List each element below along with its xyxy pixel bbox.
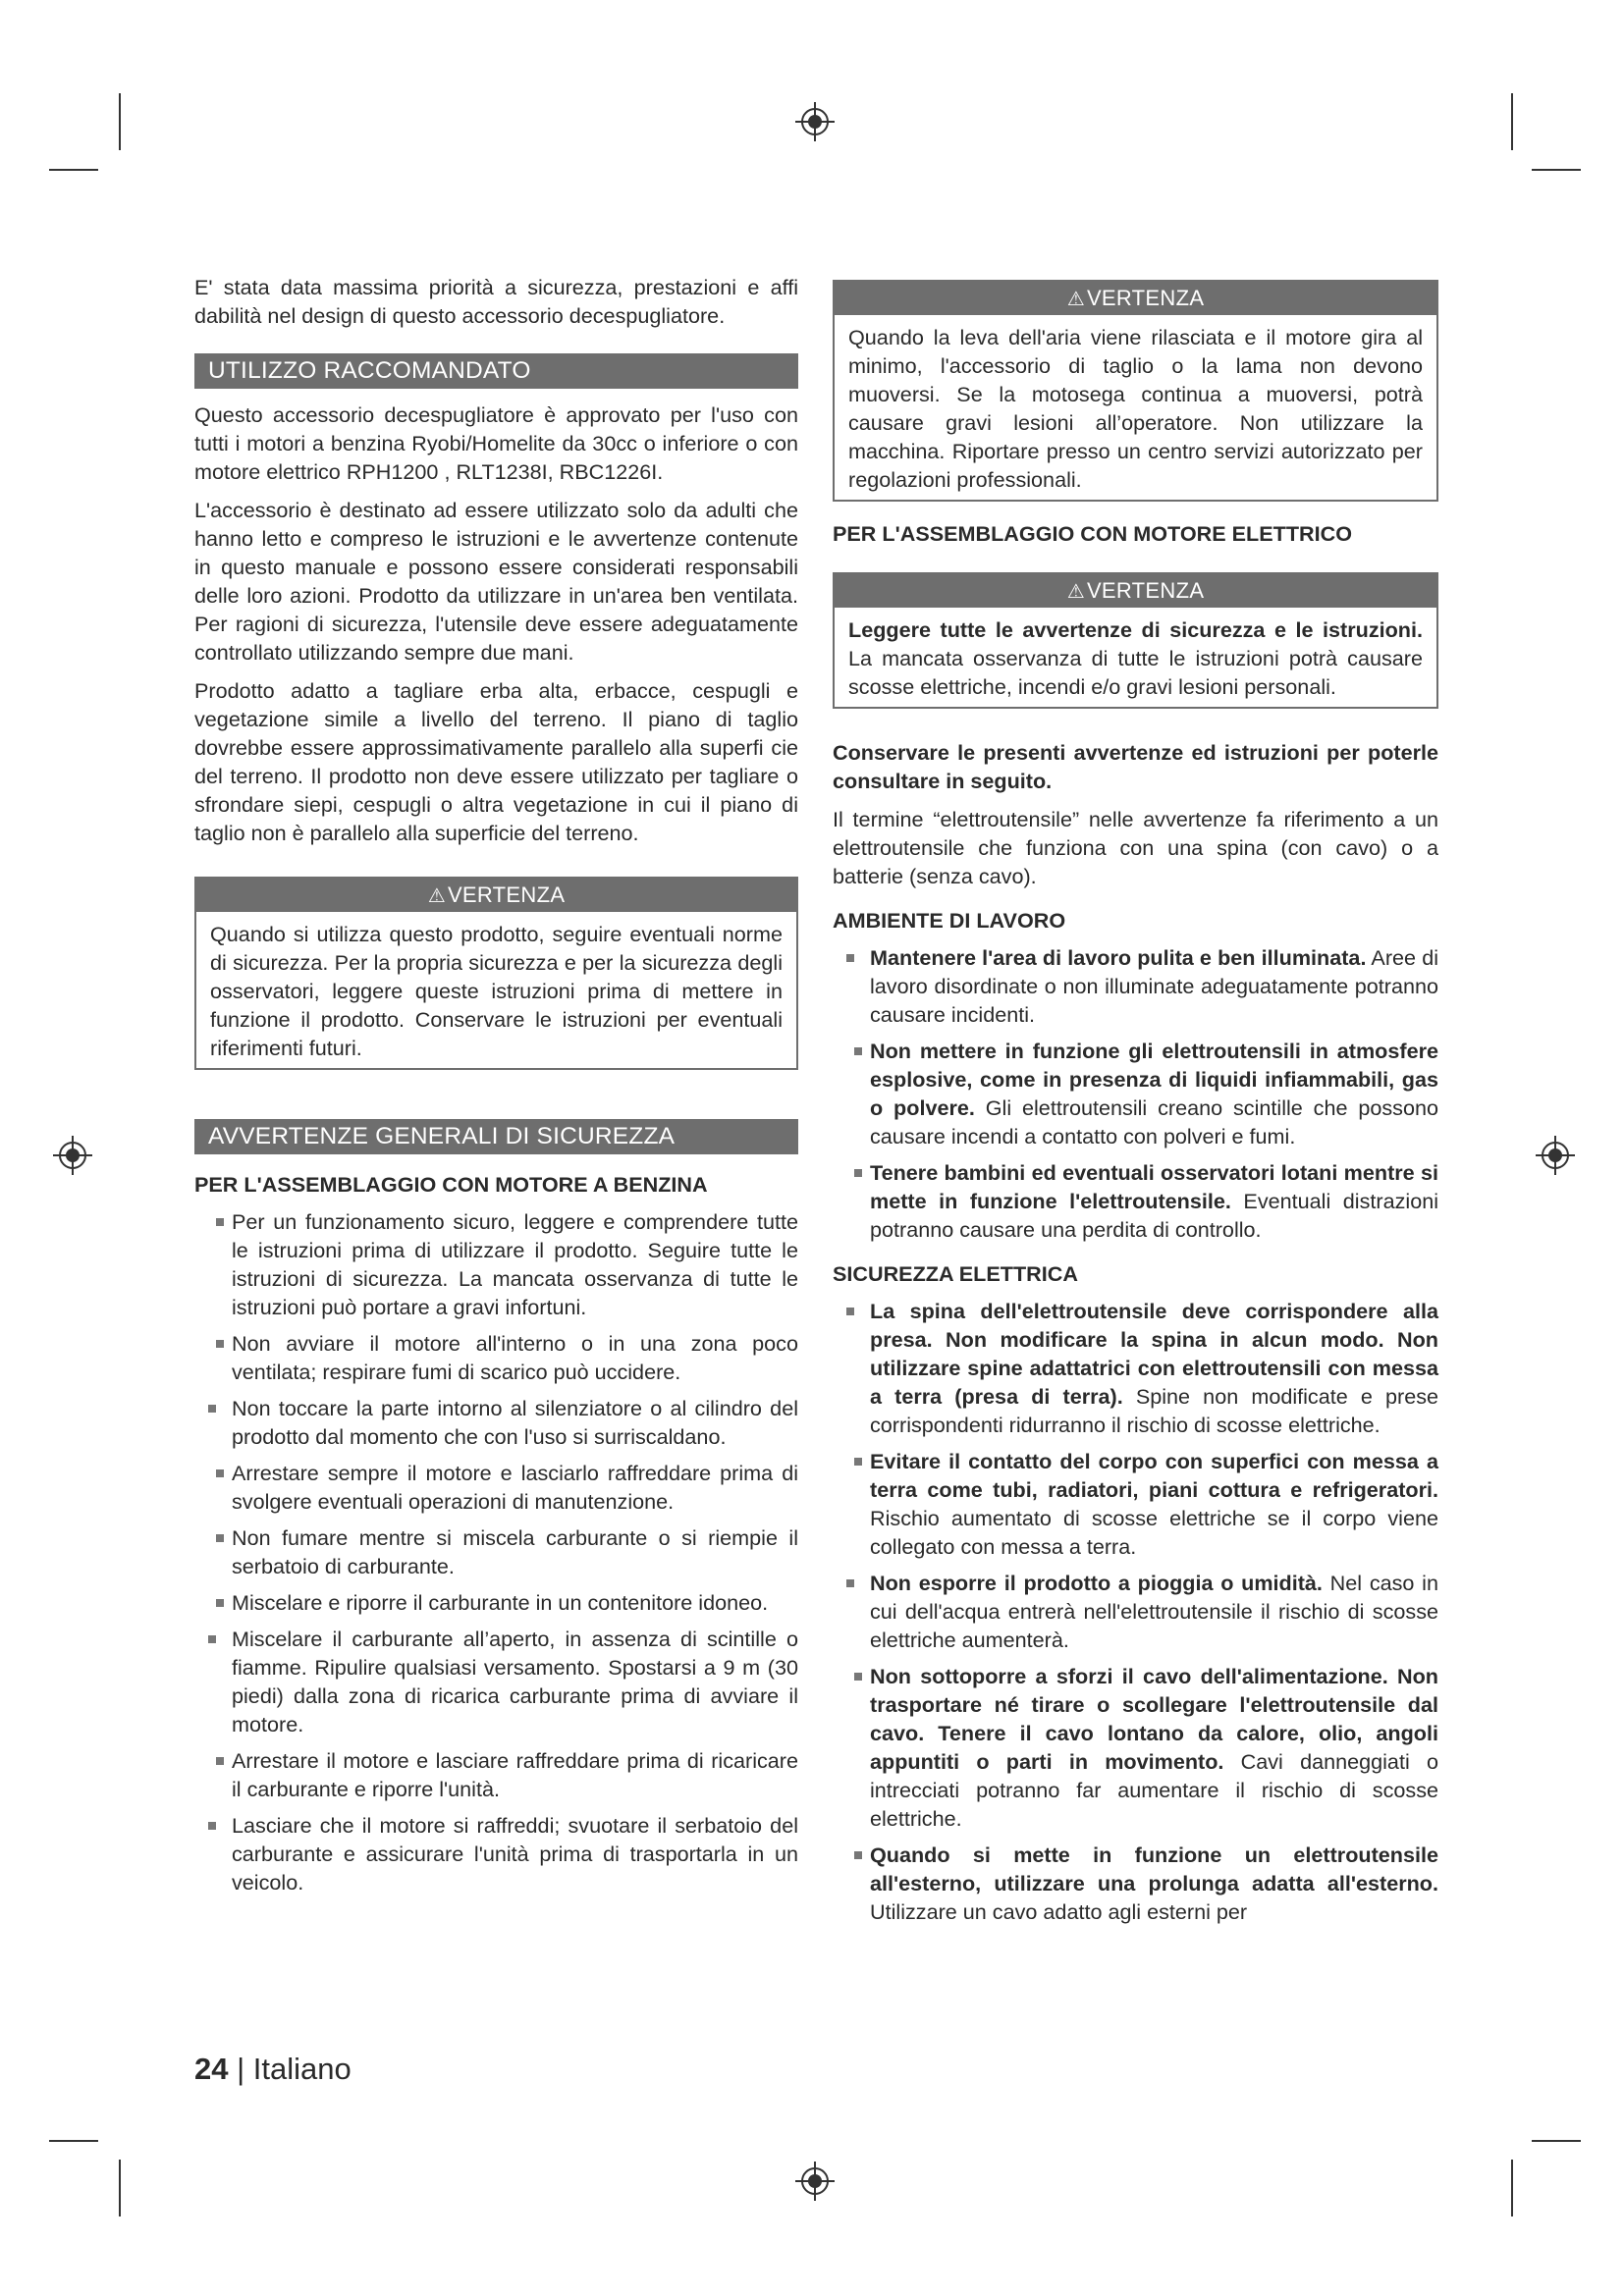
warning-text: Leggere tutte le avvertenze di sicurezza e le istruzioni. La mancata osservanza di tutte le istruzioni potrà causare scosse elettriche, incendi e/o gravi lesioni personali. bbox=[848, 617, 1423, 699]
crop-mark-tl-h bbox=[49, 169, 98, 171]
crop-mark-tl-v bbox=[119, 93, 121, 150]
recommended-paragraph-2: L'accessorio è destinato ad essere utilizzato solo da adulti che hanno letto e compreso le istruzioni e le avvertenze contenute in questo manuale e possono essere considerati responsabili delle loro azioni. Prodotto da utilizzare in un'area ben ventilata. Per ragioni di sicurezza, l'utensile deve essere adeguatamente controllato utilizzando sempre due mani. bbox=[194, 498, 798, 665]
right-column bbox=[833, 280, 1438, 1934]
list-item: La spina dell'elettroutensile deve corrispondere alla presa. Non modificare la spina in alcun modo. Non utilizzare spine adattatrici con elettroutensili con messa a terra (presa di terra). Spine non modificate e prese corrispondenti ridurranno il rischio di scosse elettriche. bbox=[833, 1297, 1438, 1439]
work-area-heading: AMBIENTE DI LAVORO bbox=[833, 908, 1066, 933]
list-item: Non fumare mentre si miscela carburante o si riempie il serbatoio di carburante. bbox=[194, 1523, 798, 1580]
bullet-icon bbox=[216, 1599, 224, 1607]
list-item: Miscelare il carburante all’aperto, in assenza di scintille o fiamme. Ripulire qualsiasi versamento. Spostarsi a 9 m (30 piedi) dalla zona di ricarica carburante prima di avviare il motore. bbox=[194, 1625, 798, 1738]
petrol-safety-list bbox=[194, 1207, 798, 1896]
registration-mark-icon bbox=[793, 100, 837, 143]
list-item: Quando si mette in funzione un elettroutensile all'esterno, utilizzare una prolunga adatta all'esterno. Utilizzare un cavo adatto agli esterni per bbox=[833, 1841, 1438, 1926]
crop-mark-bl-v bbox=[119, 2160, 121, 2216]
bullet-icon bbox=[216, 1534, 224, 1542]
warning-label: VERTENZA bbox=[1086, 286, 1205, 310]
electrical-safety-list bbox=[833, 1297, 1438, 1926]
bullet-icon bbox=[208, 1822, 216, 1830]
list-item: Miscelare e riporre il carburante in un contenitore idoneo. bbox=[194, 1588, 798, 1617]
warning-triangle-icon: ⚠ bbox=[1066, 289, 1085, 310]
section-title-recommended-use: UTILIZZO RACCOMANDATO bbox=[194, 353, 798, 389]
warning-label: VERTENZA bbox=[447, 882, 566, 907]
warning-header bbox=[835, 574, 1436, 608]
bullet-icon bbox=[208, 1405, 216, 1413]
recommended-paragraph-1: Questo accessorio decespugliatore è approvato per l'uso con tutti i motori a benzina Ryobi/Homelite da 30cc o inferiore o con motore elettrico RPH1200 , RLT1238I, RBC1226I. bbox=[194, 402, 798, 484]
bullet-icon bbox=[216, 1757, 224, 1765]
list-item: Evitare il contatto del corpo con superfici con messa a terra come tubi, radiatori, piani cottura e refrigeratori. Rischio aumentato di scosse elettriche se il corpo viene collegato con messa a terra. bbox=[833, 1447, 1438, 1561]
section-title-general-safety: AVVERTENZE GENERALI DI SICUREZZA bbox=[194, 1119, 798, 1154]
registration-mark-icon bbox=[793, 2160, 837, 2203]
warning-header bbox=[196, 879, 796, 912]
list-item: Tenere bambini ed eventuali osservatori lotani mentre si mette in funzione l'elettroutensile. Eventuali distrazioni potranno causare una perdita di controllo. bbox=[833, 1158, 1438, 1244]
left-column bbox=[194, 273, 798, 1904]
bullet-icon bbox=[216, 1218, 224, 1226]
keep-instructions-notice: Conservare le presenti avvertenze ed istruzioni per poterle consultare in seguito. bbox=[833, 740, 1438, 793]
bullet-icon bbox=[208, 1635, 216, 1643]
bullet-icon bbox=[846, 1579, 854, 1587]
list-item: Non esporre il prodotto a pioggia o umidità. Nel caso in cui dell'acqua entrerà nell'elettroutensile il rischio di scosse elettriche aumenterà. bbox=[833, 1569, 1438, 1654]
footer-separator: | bbox=[228, 2052, 253, 2086]
intro-paragraph: E' stata data massima priorità a sicurezza, prestazioni e affi dabilità nel design di questo accessorio decespugliatore. bbox=[194, 275, 798, 328]
bullet-icon bbox=[854, 1851, 862, 1859]
bullet-icon bbox=[846, 954, 854, 962]
list-item: Lasciare che il motore si raffreddi; svuotare il serbatoio del carburante e assicurare l'unità prima di trasportarla in un veicolo. bbox=[194, 1811, 798, 1896]
work-area-list bbox=[833, 943, 1438, 1244]
crop-mark-tr-v bbox=[1511, 93, 1513, 150]
petrol-assembly-heading: PER L'ASSEMBLAGGIO CON MOTORE A BENZINA bbox=[194, 1172, 708, 1197]
page-number: 24 bbox=[194, 2052, 229, 2086]
list-item: Per un funzionamento sicuro, leggere e comprendere tutte le istruzioni prima di utilizzare il prodotto. Seguire tutte le istruzioni di sicurezza. La mancata osservanza di tutte le istruzioni può portare a gravi infortuni. bbox=[194, 1207, 798, 1321]
footer-language: Italiano bbox=[252, 2052, 352, 2086]
list-item: Non sottoporre a sforzi il cavo dell'alimentazione. Non trasportare né tirare o scollegare l'elettroutensile dal cavo. Tenere il cavo lontano da calore, olio, angoli appuntiti o parti in movimento. Cavi danneggiati o intrecciati potranno far aumentare il rischio di scosse elettriche. bbox=[833, 1662, 1438, 1833]
warning-box-2 bbox=[833, 280, 1438, 502]
bullet-icon bbox=[854, 1169, 862, 1177]
list-item: Non mettere in funzione gli elettroutensili in atmosfere esplosive, come in presenza di liquidi infiammabili, gas o polvere. Gli elettroutensili creano scintille che possono causare incendi a contatto con polveri e fumi. bbox=[833, 1037, 1438, 1150]
bullet-icon bbox=[846, 1308, 854, 1315]
bullet-icon bbox=[216, 1340, 224, 1348]
warning-text: Quando la leva dell'aria viene rilasciata e il motore gira al minimo, l'accessorio di taglio o la lama non devono muoversi. Se la motosega continua a muoversi, potrà causare gravi lesioni all’operatore. Non utilizzare la macchina. Riportare presso un centro servizi autorizzato per regolazioni professionali. bbox=[848, 325, 1423, 492]
warning-box-3 bbox=[833, 572, 1438, 709]
list-item: Arrestare sempre il motore e lasciarlo raffreddare prima di svolgere eventuali operazioni di manutenzione. bbox=[194, 1459, 798, 1516]
power-tool-term-note: Il termine “elettroutensile” nelle avvertenze fa riferimento a un elettroutensile che funziona con una spina (con cavo) o a batterie (senza cavo). bbox=[833, 807, 1438, 888]
warning-box-1 bbox=[194, 877, 798, 1070]
crop-mark-br-v bbox=[1511, 2160, 1513, 2216]
warning-triangle-icon: ⚠ bbox=[1066, 581, 1085, 603]
warning-triangle-icon: ⚠ bbox=[427, 885, 446, 907]
registration-mark-icon bbox=[51, 1134, 94, 1177]
crop-mark-br-h bbox=[1532, 2140, 1581, 2142]
crop-mark-bl-h bbox=[49, 2140, 98, 2142]
page-footer bbox=[194, 2052, 352, 2087]
list-item: Arrestare il motore e lasciare raffreddare prima di ricaricare il carburante e riporre l'unità. bbox=[194, 1746, 798, 1803]
list-item: Non toccare la parte intorno al silenziatore o al cilindro del prodotto dal momento che con l'uso si surriscaldano. bbox=[194, 1394, 798, 1451]
recommended-paragraph-3: Prodotto adatto a tagliare erba alta, erbacce, cespugli e vegetazione simile a livello del terreno. Il piano di taglio dovrebbe essere approssimativamente parallelo alla superfi cie del terreno. Il prodotto non deve essere utilizzato per tagliare o sfrondare siepi, cespugli o altra vegetazione in cui il piano di taglio non è parallelo alla superficie del terreno. bbox=[194, 678, 798, 845]
warning-text: Quando si utilizza questo prodotto, seguire eventuali norme di sicurezza. Per la propria sicurezza e per la sicurezza degli osservatori, leggere queste istruzioni prima di mettere in funzione il prodotto. Conservare le istruzioni per eventuali riferimenti futuri. bbox=[210, 922, 783, 1060]
electrical-safety-heading: SICUREZZA ELETTRICA bbox=[833, 1261, 1078, 1286]
list-item: Mantenere l'area di lavoro pulita e ben illuminata. Aree di lavoro disordinate o non illuminate adeguatamente potranno causare incidenti. bbox=[833, 943, 1438, 1029]
warning-header bbox=[835, 282, 1436, 315]
bullet-icon bbox=[216, 1469, 224, 1477]
warning-label: VERTENZA bbox=[1086, 578, 1205, 603]
list-item: Non avviare il motore all'interno o in una zona poco ventilata; respirare fumi di scarico può uccidere. bbox=[194, 1329, 798, 1386]
bullet-icon bbox=[854, 1673, 862, 1681]
bullet-icon bbox=[854, 1047, 862, 1055]
crop-mark-tr-h bbox=[1532, 169, 1581, 171]
electric-assembly-heading: PER L'ASSEMBLAGGIO CON MOTORE ELETTRICO bbox=[833, 521, 1353, 546]
registration-mark-icon bbox=[1534, 1134, 1577, 1177]
bullet-icon bbox=[854, 1458, 862, 1466]
